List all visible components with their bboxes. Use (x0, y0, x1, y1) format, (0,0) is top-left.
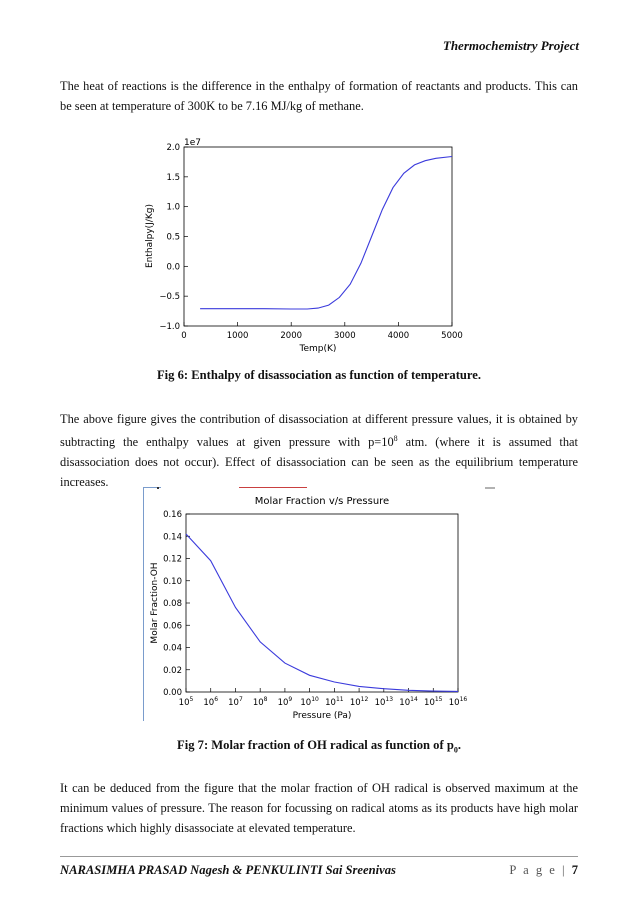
molar-x-tick-label: $10^8$ (252, 696, 268, 708)
molar-fraction-x-axis-label: Pressure (Pa) (292, 711, 352, 720)
enthalpy-series-line (200, 157, 452, 310)
molar-y-tick-label: 0.00 (163, 688, 182, 698)
molar-x-tick-label: $10^6$ (203, 696, 219, 708)
fig6-caption: Fig 6: Enthalpy of disassociation as function of temperature. (156, 368, 482, 382)
molar-y-tick-label: 0.10 (163, 576, 182, 587)
paragraph-disassociation: The above figure gives the contribution of disassociation at different pressure values, it is obtained by subtracting the enthalpy values at given pressure with $p=10^8$ atm. (where it is assumed that disassociation does not occur). Effect of disassociation can be seen as the equilibrium temperature increases. (60, 412, 578, 490)
page-footer (60, 856, 578, 878)
molar-x-tick-label: $10^{12}$ (349, 696, 369, 708)
molar-fraction-plot-frame (186, 514, 458, 692)
molar-x-tick-label: $10^5$ (178, 696, 194, 708)
molar-y-tick-label: 0.16 (163, 510, 182, 520)
page-number: P a g e | 7 (509, 863, 578, 877)
enthalpy-y-tick-label: −1.0 (159, 322, 180, 332)
footer-authors: NARASIMHA PRASAD Nagesh & PENKULINTI Sai Sreenivas (60, 863, 396, 877)
enthalpy-offset-label: 1e7 (184, 138, 201, 148)
enthalpy-chart (128, 132, 468, 360)
enthalpy-x-axis-label: Temp(K) (299, 344, 337, 354)
fig7-caption: Fig 7: Molar fraction of OH radical as function of $p_0$. (177, 738, 461, 755)
molar-x-tick-label: $10^{10}$ (300, 696, 319, 708)
molar-y-tick-label: 0.08 (163, 599, 182, 609)
paragraph-heat-of-reaction: The heat of reactions is the difference in the enthalpy of formation of reactants and products. This can be seen at temperature of 300K to be 7.16 MJ/kg of methane. (60, 79, 578, 113)
enthalpy-x-tick-label: 4000 (387, 331, 410, 341)
enthalpy-x-tick-label: 0 (181, 331, 187, 341)
enthalpy-y-tick-label: 1.0 (166, 202, 180, 213)
enthalpy-y-tick-label: 1.5 (166, 172, 180, 183)
molar-x-tick-label: $10^{14}$ (399, 696, 418, 708)
molar-y-tick-label: 0.06 (163, 621, 182, 632)
molar-x-tick-label: $10^{16}$ (448, 696, 468, 708)
molar-y-tick-label: 0.12 (163, 554, 182, 565)
paragraph-conclusion: It can be deduced from the figure that the molar fraction of OH radical is observed maximum at the minimum values of pressure. The reason for focussing on radical atoms as its products have high molar fractions which highly disassociate at elevated temperature. (60, 781, 578, 835)
molar-fraction-chart (146, 490, 486, 720)
molar-fraction-y-axis-label: Molar Fraction-OH (150, 562, 160, 644)
molar-x-tick-label: $10^{13}$ (374, 696, 394, 708)
enthalpy-x-tick-label: 5000 (441, 331, 463, 341)
enthalpy-x-tick-label: 2000 (280, 331, 303, 341)
molar-y-tick-label: 0.04 (163, 643, 182, 654)
enthalpy-y-tick-label: −0.5 (159, 292, 180, 303)
enthalpy-y-tick-label: 2.0 (166, 143, 180, 153)
enthalpy-plot-frame (184, 147, 452, 326)
molar-fraction-chart-title: Molar Fraction v/s Pressure (254, 496, 390, 507)
enthalpy-x-tick-label: 3000 (333, 331, 356, 341)
molar-x-tick-label: $10^{15}$ (424, 696, 443, 708)
page-header: Thermochemistry Project (442, 38, 579, 53)
enthalpy-x-tick-label: 1000 (226, 331, 249, 341)
molar-y-tick-label: 0.02 (163, 665, 182, 676)
enthalpy-y-tick-label: 0.0 (166, 262, 180, 273)
molar-x-tick-label: $10^{11}$ (325, 696, 344, 708)
molar-x-tick-label: $10^9$ (277, 696, 293, 708)
molar-y-tick-label: 0.14 (163, 532, 182, 543)
molar-fraction-series-line (186, 534, 458, 691)
molar-x-tick-label: $10^7$ (228, 696, 243, 708)
enthalpy-y-axis-label: Enthalpy(J/Kg) (145, 203, 155, 269)
enthalpy-y-tick-label: 0.5 (166, 232, 180, 243)
